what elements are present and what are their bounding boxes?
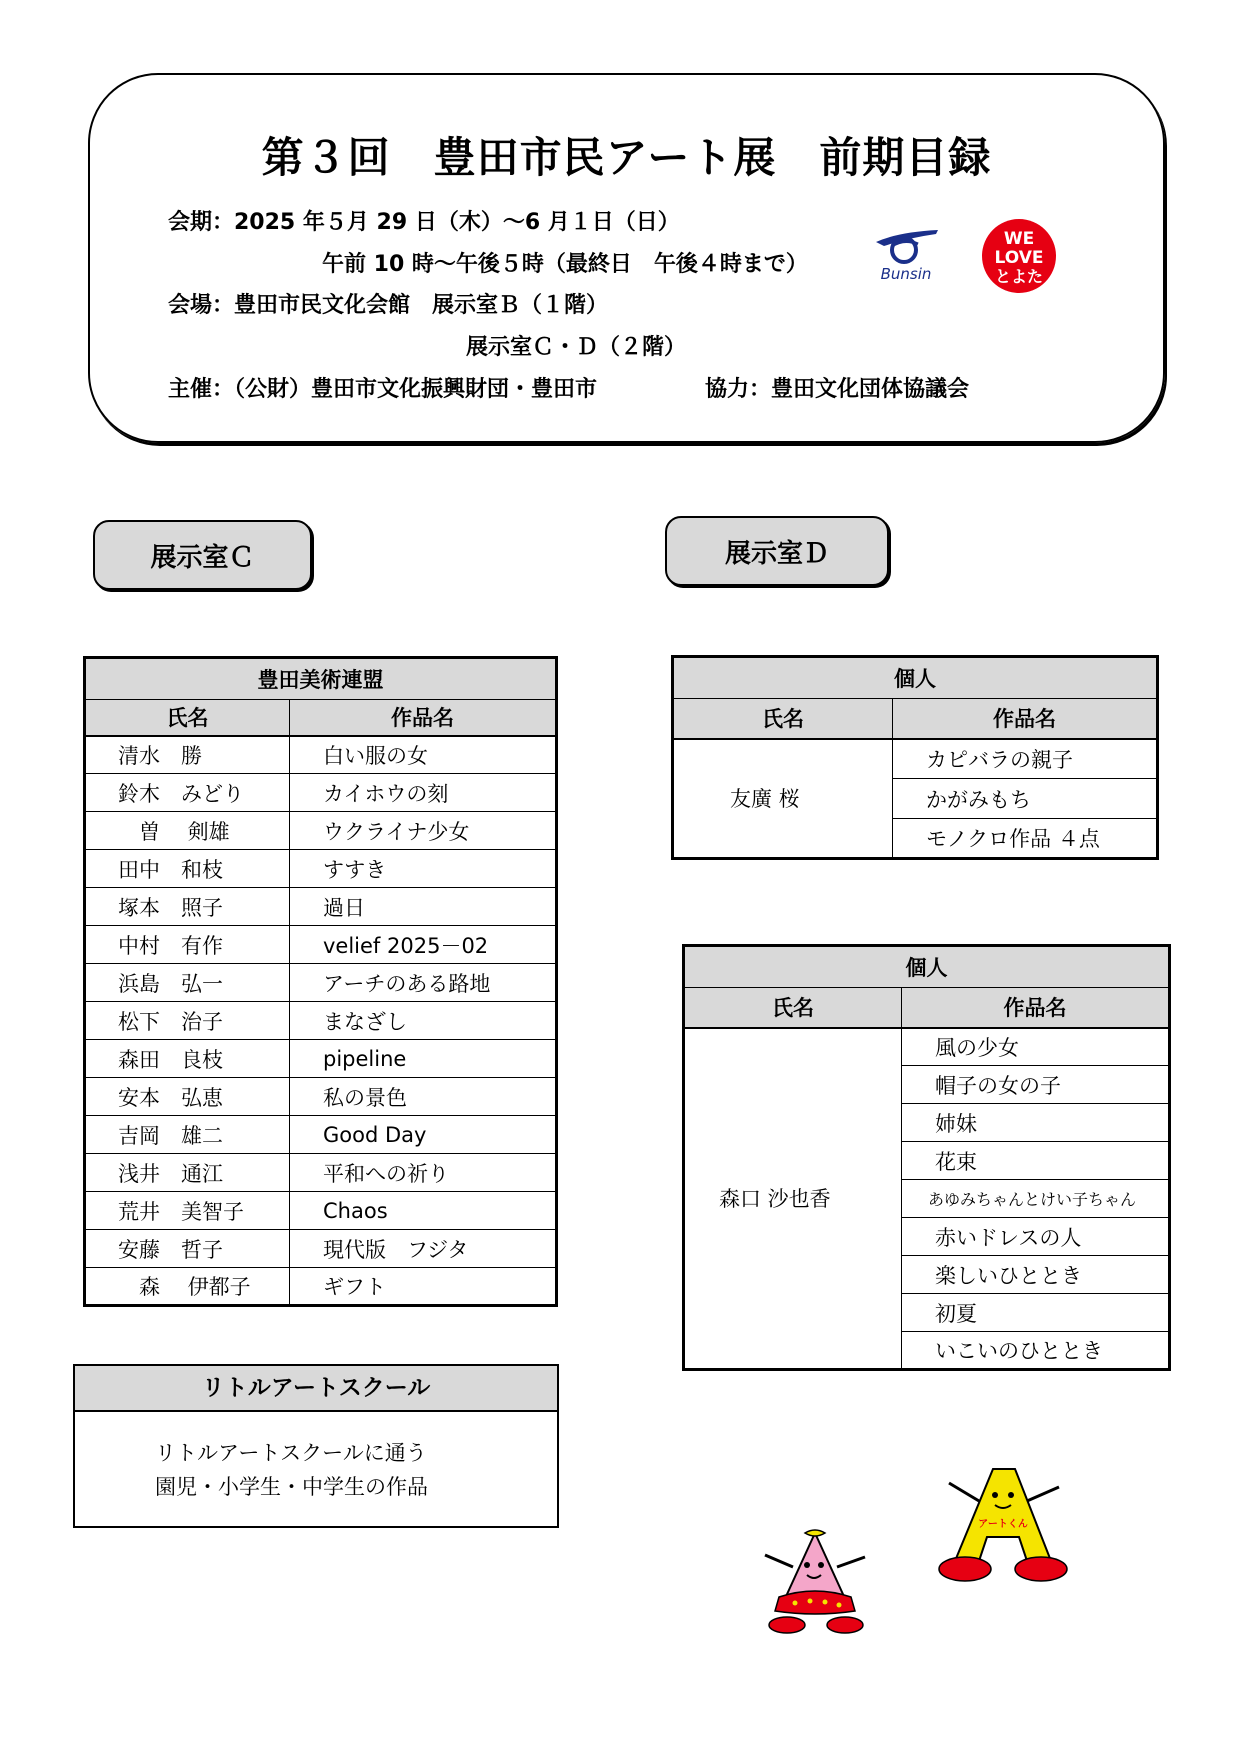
room-c-label: 展示室Ｃ: [93, 520, 312, 590]
table-row: [85, 812, 557, 850]
work-title: ウクライナ少女: [290, 812, 557, 850]
little-art-line2: 園児・小学生・中学生の作品: [155, 1475, 428, 1499]
ind2-work: 帽子の女の子: [902, 1066, 1170, 1104]
work-title: 白い服の女: [290, 736, 557, 774]
table-row: [85, 850, 557, 888]
artist-name: 安藤 哲子: [85, 1230, 290, 1268]
artist-name: 森 伊都子: [85, 1268, 290, 1306]
work-title: アーチのある路地: [290, 964, 557, 1002]
ind2-work: 花束: [902, 1142, 1170, 1180]
page-title: 第３回 豊田市民アート展 前期目録: [261, 133, 992, 182]
artist-name: 塚本 照子: [85, 888, 290, 926]
ind2-work: 赤いドレスの人: [902, 1218, 1170, 1256]
room-d-label: 展示室Ｄ: [665, 516, 889, 586]
art-group-header: 豊田美術連盟: [85, 658, 557, 700]
ind1-work: モノクロ作品 ４点: [893, 819, 1158, 859]
table-row: [85, 888, 557, 926]
mascot-art-kun-illustration: [935, 1465, 1070, 1585]
table-row: [85, 964, 557, 1002]
little-art-school-box: [73, 1364, 559, 1528]
ind2-work: 楽しいひととき: [902, 1256, 1170, 1294]
artist-name: 中村 有作: [85, 926, 290, 964]
ind2-work: 風の少女: [902, 1028, 1170, 1066]
little-art-title: リトルアートスクール: [75, 1366, 557, 1412]
artist-name: 松下 治子: [85, 1002, 290, 1040]
ind1-work: かがみもち: [893, 779, 1158, 819]
mascot-pink-illustration: [755, 1525, 875, 1635]
ind2-work: 姉妹: [902, 1104, 1170, 1142]
artist-name: 清水 勝: [85, 736, 290, 774]
little-art-description: [155, 1436, 428, 1504]
bunsin-logo: [868, 224, 944, 284]
table-row: [85, 1154, 557, 1192]
ind1-col-name: 氏名: [673, 699, 893, 739]
work-title: Chaos: [290, 1192, 557, 1230]
work-title: pipeline: [290, 1040, 557, 1078]
artist-name: 田中 和枝: [85, 850, 290, 888]
artist-name: 浅井 通江: [85, 1154, 290, 1192]
art-col-name: 氏名: [85, 700, 290, 736]
bunsin-logo-text: Bunsin: [880, 265, 932, 283]
work-title: velief 2025－02: [290, 926, 557, 964]
artist-name: 安本 弘恵: [85, 1078, 290, 1116]
table-row: [85, 1230, 557, 1268]
ind2-group-header: 個人: [684, 946, 1170, 988]
artist-name: 森田 良枝: [85, 1040, 290, 1078]
table-row: [85, 774, 557, 812]
artist-name: 浜島 弘一: [85, 964, 290, 1002]
mascot-label: アートくん: [978, 1519, 1028, 1530]
table-row: [85, 1268, 557, 1306]
work-title: ギフト: [290, 1268, 557, 1306]
venue2-text: 展示室Ｃ・Ｄ（２階）: [466, 335, 687, 360]
ind1-name: 友廣 桜: [673, 739, 893, 859]
period-text: 会期：2025 年５月 29 日（木）～6 月１日（日）: [168, 210, 680, 235]
ind2-col-name: 氏名: [684, 988, 902, 1028]
work-title: 平和への祈り: [290, 1154, 557, 1192]
ind2-name: 森口 沙也香: [684, 1028, 902, 1370]
we-love-toyota-logo: [980, 217, 1058, 295]
artist-name: 曽 剣雄: [85, 812, 290, 850]
individual-table-1: [671, 655, 1159, 860]
art-table-body: [85, 736, 557, 1306]
table-row: [85, 926, 557, 964]
work-title: 私の景色: [290, 1078, 557, 1116]
work-title: カイホウの刻: [290, 774, 557, 812]
welove-toyota: とよた: [994, 267, 1044, 286]
table-row: [85, 1192, 557, 1230]
hours-text: 午前 10 時～午後５時（最終日 午後４時まで）: [322, 252, 808, 277]
ind2-work: いこいのひととき: [902, 1332, 1170, 1370]
work-title: 過日: [290, 888, 557, 926]
venue-text: 会場：豊田市民文化会館 展示室Ｂ（１階）: [168, 293, 609, 318]
ind1-work: カピバラの親子: [893, 739, 1158, 779]
welove-love: LOVE: [994, 248, 1044, 268]
work-title: Good Day: [290, 1116, 557, 1154]
toyota-art-table: [83, 656, 558, 1307]
artist-name: 荒井 美智子: [85, 1192, 290, 1230]
table-row: [85, 1078, 557, 1116]
table-row: [85, 1002, 557, 1040]
table-row: [85, 736, 557, 774]
art-col-work: 作品名: [290, 700, 557, 736]
table-row: [85, 1116, 557, 1154]
ind2-work: あゆみちゃんとけい子ちゃん: [902, 1180, 1170, 1218]
organizer-text: 主催：（公財）豊田市文化振興財団・豊田市: [168, 377, 598, 402]
cooperation-text: 協力：豊田文化団体協議会: [705, 377, 970, 402]
ind2-col-work: 作品名: [902, 988, 1170, 1028]
artist-name: 鈴木 みどり: [85, 774, 290, 812]
welove-we: WE: [1003, 229, 1035, 249]
work-title: まなざし: [290, 1002, 557, 1040]
ind1-col-work: 作品名: [893, 699, 1158, 739]
ind1-group-header: 個人: [673, 657, 1158, 699]
work-title: すすき: [290, 850, 557, 888]
work-title: 現代版 フジタ: [290, 1230, 557, 1268]
individual-table-2: [682, 944, 1171, 1371]
artist-name: 吉岡 雄二: [85, 1116, 290, 1154]
ind2-work: 初夏: [902, 1294, 1170, 1332]
little-art-line1: リトルアートスクールに通う: [155, 1441, 427, 1465]
table-row: [85, 1040, 557, 1078]
